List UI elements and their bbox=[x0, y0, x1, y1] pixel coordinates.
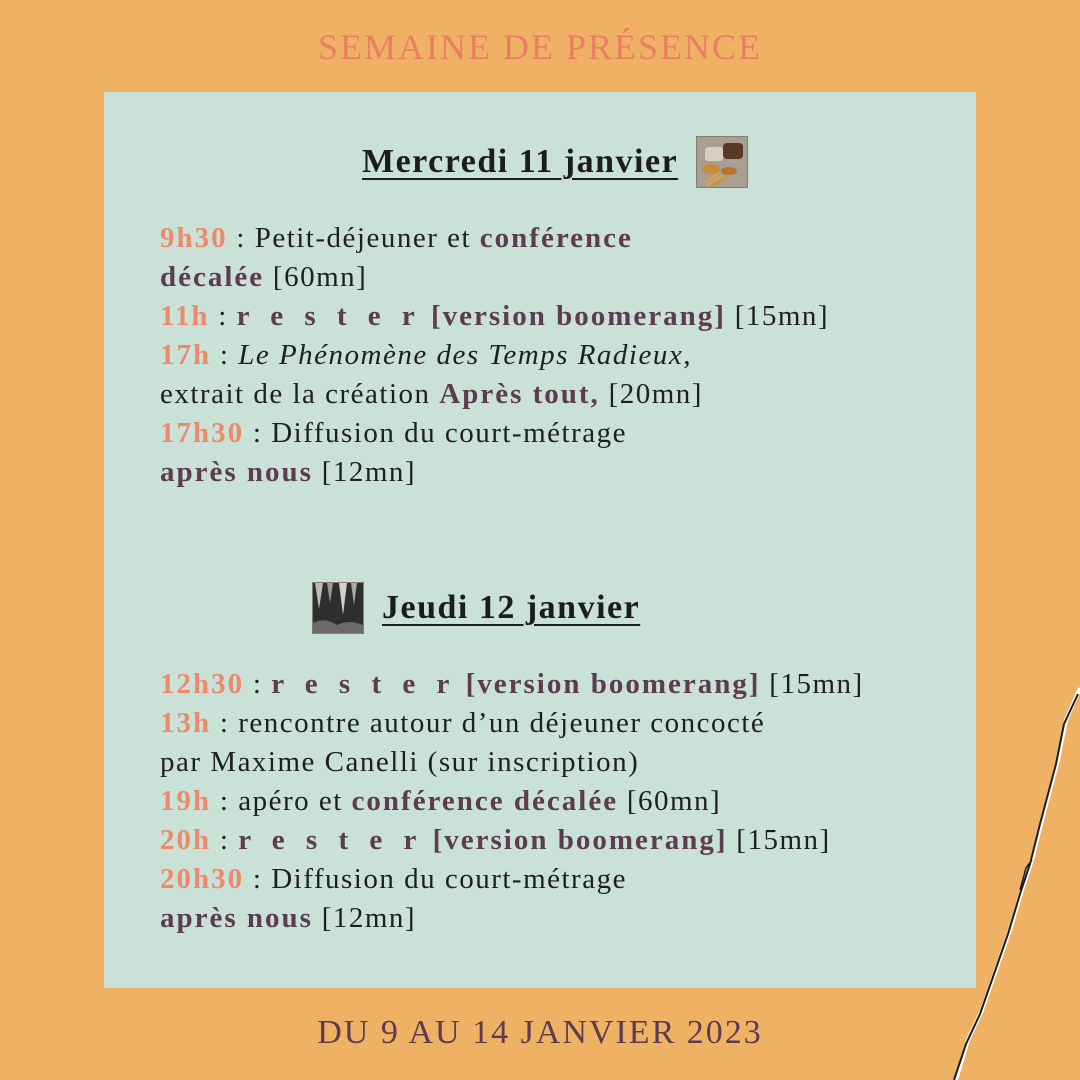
line-text: : apéro et bbox=[211, 785, 352, 817]
line-text: : bbox=[211, 824, 239, 856]
schedule-line bbox=[160, 453, 960, 492]
line-text: [60mn] bbox=[264, 261, 368, 293]
highlight-spaced: r e s t e r bbox=[236, 300, 422, 332]
schedule-line bbox=[160, 665, 960, 704]
line-text: : bbox=[244, 668, 272, 700]
schedule-line bbox=[160, 821, 960, 860]
line-text: : bbox=[209, 300, 237, 332]
line-text: extrait de la création bbox=[160, 378, 440, 410]
schedule-line bbox=[160, 375, 960, 414]
cave-photo-icon bbox=[312, 582, 364, 634]
line-text: [15mn] bbox=[725, 300, 830, 332]
highlight-text: décalée bbox=[160, 261, 265, 293]
line-text: : Petit-déjeuner et bbox=[227, 222, 480, 254]
line-text: : rencontre autour d’un déjeuner concocté bbox=[211, 707, 766, 739]
time-label: 11h bbox=[160, 300, 210, 332]
day-heading-thursday bbox=[312, 582, 640, 634]
line-text: : Diffusion du court-métrage bbox=[244, 863, 627, 895]
page-title: SEMAINE DE PRÉSENCE bbox=[317, 27, 763, 67]
highlight-text: conférence bbox=[479, 222, 633, 254]
highlight-text: après nous bbox=[160, 456, 313, 488]
highlight-spaced: r e s t e r bbox=[238, 824, 424, 856]
highlight-text: Après tout, bbox=[439, 378, 600, 410]
day-title: Mercredi 11 janvier bbox=[362, 143, 679, 180]
schedule-line bbox=[160, 743, 960, 782]
line-text: [15mn] bbox=[727, 824, 831, 856]
schedule-line bbox=[160, 860, 960, 899]
schedule-line bbox=[160, 782, 960, 821]
highlight-text: après nous bbox=[160, 902, 313, 934]
line-text: : bbox=[211, 339, 239, 371]
schedule-panel bbox=[104, 92, 976, 988]
line-text: [12mn] bbox=[312, 902, 417, 934]
time-label: 20h30 bbox=[160, 863, 245, 895]
time-label: 12h30 bbox=[160, 668, 245, 700]
highlight-text: conférence décalée bbox=[351, 785, 619, 817]
schedule-line bbox=[160, 297, 960, 336]
highlight-text: [version boomerang] bbox=[456, 668, 761, 700]
schedule-thursday bbox=[160, 665, 960, 938]
time-label: 17h30 bbox=[160, 417, 245, 449]
line-text: par Maxime Canelli (sur inscription) bbox=[160, 746, 640, 778]
highlight-spaced: r e s t e r bbox=[271, 668, 457, 700]
time-label: 19h bbox=[160, 785, 212, 817]
title-italic: Le Phénomène des Temps Radieux bbox=[238, 339, 684, 371]
line-text: [15mn] bbox=[760, 668, 864, 700]
time-label: 17h bbox=[160, 339, 212, 371]
schedule-line bbox=[160, 704, 960, 743]
line-text: [20mn] bbox=[599, 378, 703, 410]
line-text: : Diffusion du court-métrage bbox=[244, 417, 627, 449]
schedule-wednesday bbox=[160, 219, 960, 492]
time-label: 13h bbox=[160, 707, 212, 739]
highlight-text: [version boomerang] bbox=[423, 824, 728, 856]
schedule-line bbox=[160, 219, 960, 258]
line-text: , bbox=[683, 339, 692, 371]
footer-dates: DU 9 AU 14 JANVIER 2023 bbox=[317, 1014, 763, 1051]
line-text: [12mn] bbox=[312, 456, 417, 488]
highlight-text: [version boomerang] bbox=[421, 300, 726, 332]
time-label: 20h bbox=[160, 824, 212, 856]
schedule-line bbox=[160, 258, 960, 297]
schedule-line bbox=[160, 336, 960, 375]
schedule-line bbox=[160, 899, 960, 938]
line-text: [60mn] bbox=[618, 785, 722, 817]
day-heading-wednesday bbox=[362, 136, 748, 188]
time-label: 9h30 bbox=[160, 222, 228, 254]
crack-decoration bbox=[930, 680, 1080, 1080]
breakfast-photo-icon bbox=[696, 136, 748, 188]
day-title: Jeudi 12 janvier bbox=[382, 589, 641, 626]
schedule-line bbox=[160, 414, 960, 453]
